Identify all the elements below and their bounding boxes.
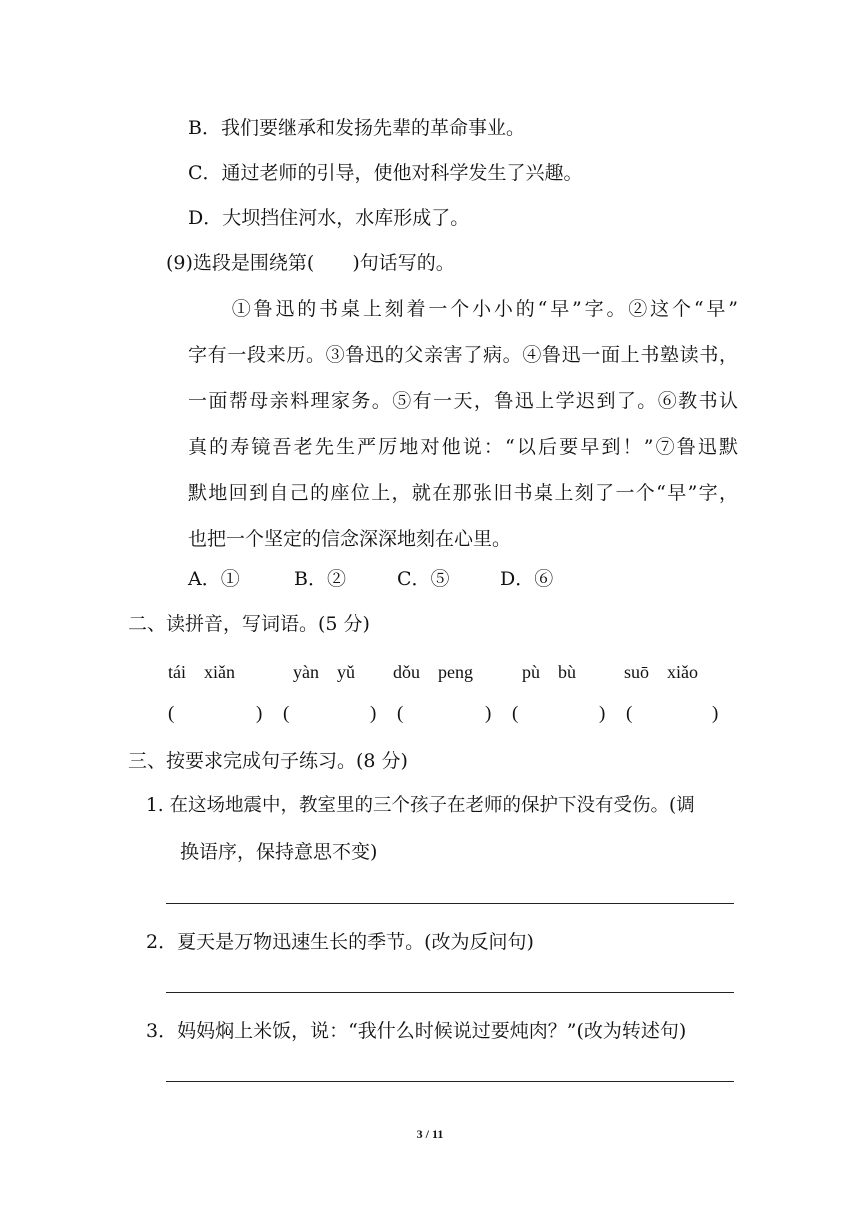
question-1-cont: 换语序，保持意思不变) (180, 841, 378, 863)
question-2: 2．夏天是万物迅速生长的季节。(改为反问句) (146, 931, 534, 953)
answer-line (166, 992, 734, 993)
section-2-title: 二、读拼音，写词语。(5 分) (128, 613, 370, 635)
page-number: 3 / 11 (416, 1127, 444, 1141)
section-3-title: 三、按要求完成句子练习。(8 分) (128, 750, 408, 772)
passage-line: 一面帮母亲料理家务。⑤有一天，鲁迅上学迟到了。⑥教书认 (188, 390, 738, 412)
answer-paren-close: ) (485, 703, 492, 724)
answer-paren-close: ) (370, 703, 377, 724)
choice-d: D．大坝挡住河水，水库形成了。 (188, 207, 470, 229)
question-9-stem: (9)选段是围绕第( )句话写的。 (166, 252, 455, 274)
pinyin-3: dǒu peng (393, 662, 473, 682)
choice-b: B．我们要继承和发扬先辈的革命事业。 (188, 117, 525, 139)
answer-paren-open: ( (168, 703, 175, 724)
option-d: D．⑥ (500, 568, 554, 590)
answer-paren-close: ) (599, 703, 606, 724)
answer-paren-open: ( (512, 703, 519, 724)
pinyin-4: pù bù (522, 662, 576, 682)
question-1: 1. 在这场地震中，教室里的三个孩子在老师的保护下没有受伤。(调 (146, 795, 695, 816)
question-3: 3．妈妈焖上米饭，说：“我什么时候说过要炖肉？”(改为转述句) (146, 1020, 687, 1042)
option-a: A．① (188, 568, 240, 590)
answer-paren-close: ) (712, 703, 719, 724)
option-b: B．② (294, 568, 346, 590)
passage-line: 默地回到自己的座位上，就在那张旧书桌上刻了一个“早”字， (188, 482, 738, 504)
passage-line: 字有一段来历。③鲁迅的父亲害了病。④鲁迅一面上书塾读书， (188, 344, 738, 366)
choice-c: C．通过老师的引导，使他对科学发生了兴趣。 (188, 162, 583, 184)
passage-line: ①鲁迅的书桌上刻着一个小小的“早”字。②这个“早” (188, 298, 738, 320)
pinyin-1: tái xiǎn (168, 662, 235, 682)
answer-paren-close: ) (256, 703, 263, 724)
reading-passage (188, 286, 738, 562)
answer-paren-open: ( (283, 703, 290, 724)
passage-line: 也把一个坚定的信念深深地刻在心里。 (188, 528, 512, 550)
answer-paren-open: ( (397, 703, 404, 724)
passage-line: 真的寿镜吾老先生严厉地对他说：“以后要早到！”⑦鲁迅默 (188, 436, 738, 458)
pinyin-2: yàn yǔ (293, 662, 355, 682)
answer-line (166, 903, 734, 904)
answer-line (166, 1081, 734, 1082)
option-c: C．⑤ (397, 568, 450, 590)
answer-paren-open: ( (626, 703, 633, 724)
pinyin-5: suō xiǎo (624, 662, 698, 682)
